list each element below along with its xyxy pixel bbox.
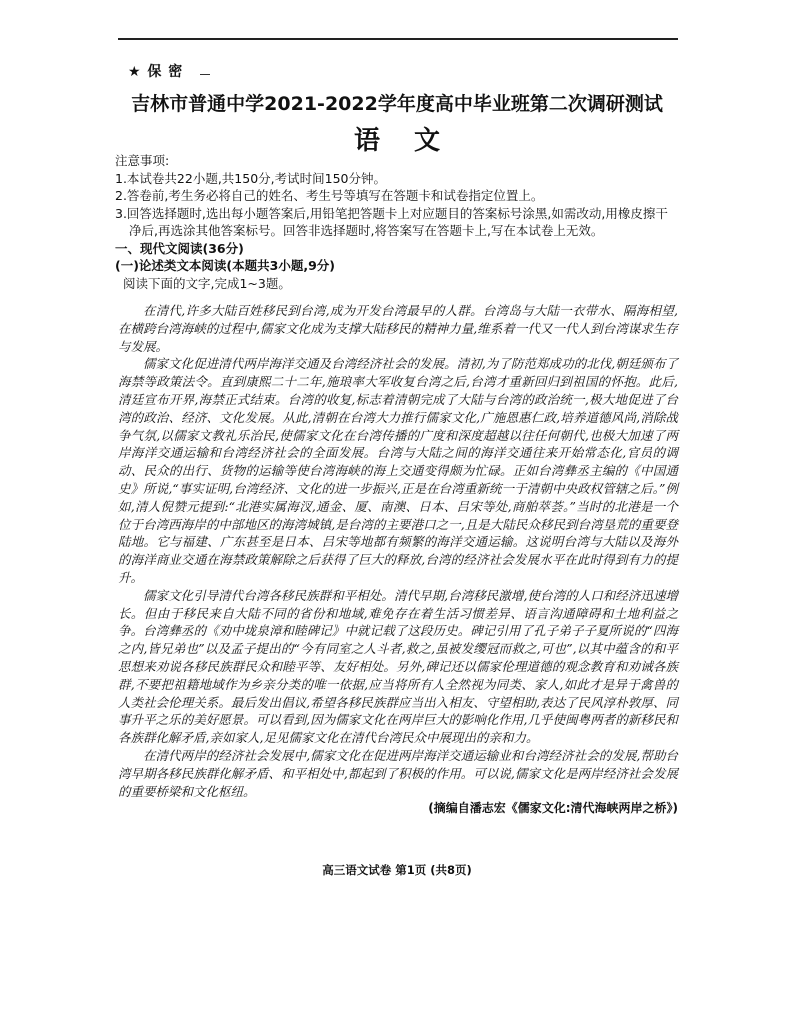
confidential-label: ★ 保 密 xyxy=(128,64,184,80)
exam-title: 吉林市普通中学2021-2022学年度高中毕业班第二次调研测试 xyxy=(131,93,663,115)
article-paragraph: 在清代两岸的经济社会发展中,儒家文化在促进两岸海洋交通运输业和台湾经济社会的发展,帮助台湾早期各移民族群化解矛盾、和平相处中,都起到了积极的作用。可以说,儒家文化是两岸经济社会发展的重要桥梁和文化枢纽。 xyxy=(118,747,678,799)
article-body xyxy=(118,302,678,818)
section-subtitle: (一)论述类文本阅读(本题共3小题,9分) xyxy=(115,258,335,273)
note-item: 1.本试卷共22小题,共150分,考试时间150分钟。 xyxy=(115,170,386,186)
section-instruction: 阅读下面的文字,完成1~3题。 xyxy=(123,275,291,291)
article-paragraph: 儒家文化引导清代台湾各移民族群和平相处。清代早期,台湾移民激增,使台湾的人口和经济迅速增长。但由于移民来自大陆不同的省份和地域,难免存在着生活习惯差异、语言沟通障碍和土地利益之争。台湾彝丞的《劝中垅泉漳和睦碑记》中就记载了这段历史。碑记引用了孔子弟子子夏所说的“四海之内,皆兄弟也”以及孟子提出的“今有同室之人斗者,救之,虽被发缨冠而救之,可也”,以其中蕴含的和平思想来劝说各移民族群民众和睦平等、友好相处。另外,碑记还以儒家伦理道德的观念教育和劝诫各族群,不要把祖籍地域作为乡亲分类的唯一依据,应当将所有人全然视为同类、家人,如此才是异于禽兽的人类社会伦理关系。最后发出倡议,希望各移民族群应当出入相友、守望相助,表达了民风淳朴敦厚、同事升平之乐的美好愿景。可以看到,因为儒家文化在两岸巨大的影响化作用,几乎使闽粤两者的新移民和各族群化解矛盾,亲如家人,足见儒家文化在清代台湾民众中展现出的亲和力。 xyxy=(118,587,678,746)
article-paragraph: 在清代,许多大陆百姓移民到台湾,成为开发台湾最早的人群。台湾岛与大陆一衣带水、隔海相望,在横跨台湾海峡的过程中,儒家文化成为支撑大陆移民的精神力量,维系着一代又一代人到台湾谋求生存与发展。 xyxy=(118,303,678,354)
note-item: 3.回答选择题时,选出每小题答案后,用铅笔把答题卡上对应题目的答案标号涂黑,如需改动,用橡皮擦干净后,再选涂其他答案标号。回答非选择题时,将答案写在答题卡上,写在本试卷上无效。 xyxy=(115,205,668,238)
top-rule xyxy=(118,38,678,40)
notes-heading: 注意事项: xyxy=(115,153,170,168)
confidential-mark xyxy=(200,74,210,75)
article-citation: (摘编自潘志宏《儒家文化:清代海峡两岸之桥》) xyxy=(428,801,678,816)
subject-title: 语文 xyxy=(353,126,474,156)
section-title: 一、现代文阅读(36分) xyxy=(115,240,244,256)
notes-section xyxy=(115,152,680,292)
note-item: 2.答卷前,考生务必将自己的姓名、考生号等填写在答题卡和试卷指定位置上。 xyxy=(115,188,544,203)
article-paragraph: 儒家文化促进清代两岸海洋交通及台湾经济社会的发展。清初,为了防范郑成功的北伐,朝廷颁布了海禁等政策法令。直到康熙二十二年,施琅率大军收复台湾之后,台湾才重新回归到祖国的怀抱。此后,清廷宣布开界,海禁正式结束。台湾的收复,标志着清朝完成了大陆与台湾的政治统一,极大地促进了台湾的政治、经济、文化发展。从此,清朝在台湾大力推行儒家文化,广施恩惠仁政,培养道德风尚,消除战争气氛,以儒家文教礼乐治民,使儒家文化在台湾传播的广度和深度超越以往任何朝代,也极大加速了两岸海洋交通运输和台湾经济社会的全面发展。台湾与大陆之间的海洋交通往来开始常态化,官员的调动、民众的出行、货物的运输等使台湾海峡的海上交通变得颇为忙碌。正如台湾彝丞主编的《中国通史》所说,“事实证明,台湾经济、文化的进一步振兴,正是在台湾重新统一于清朝中央政权管辖之后。”例如,清人倪赞元提到:“北港实属海汊,通金、厦、南澳、日本、吕宋等处,商舶萃荟。”当时的北港是一个位于台湾西海岸的中部地区的海湾城镇,是台湾的主要港口之一,且是大陆民众移民到台湾垦荒的重要登陆地。它与福建、广东甚至是日本、吕宋等地都有频繁的海洋交通运输。这说明台湾与大陆以及海外的海洋商业交通在海禁政策解除之后获得了巨大的释放,台湾的经济社会发展水平在此时得到有力的提升。 xyxy=(118,356,678,585)
page-footer: 高三语文试卷 第1页 (共8页) xyxy=(322,863,472,877)
